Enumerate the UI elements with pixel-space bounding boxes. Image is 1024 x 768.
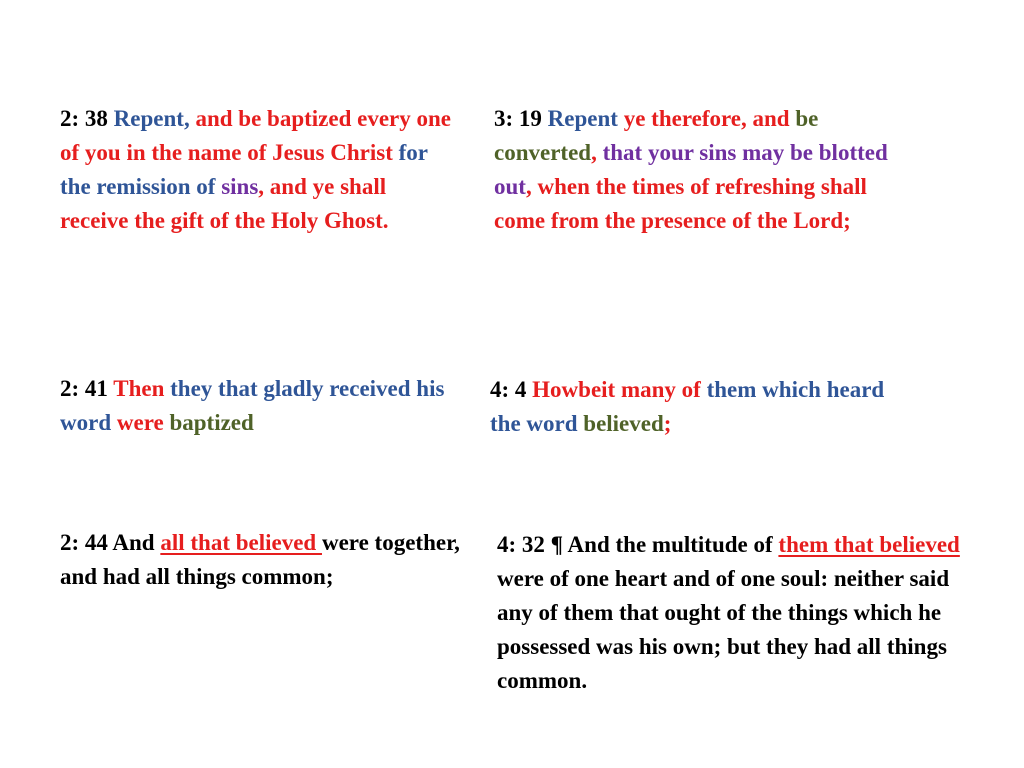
verse-segment: sins — [221, 174, 259, 199]
verse-reference: 3: 19 — [494, 106, 548, 131]
verse-segment: that your sins may be blotted out — [494, 140, 888, 199]
verse-reference: 2: 41 — [60, 376, 114, 401]
verse-segment: be baptized every one of you in the name of Jesus Christ — [60, 106, 452, 165]
verse-segment: them which heard the word — [490, 377, 885, 436]
verse-reference: 2: 38 — [60, 106, 114, 131]
verse-segment: Repent — [547, 106, 624, 131]
verse-acts-2-38 — [60, 102, 460, 238]
verse-segment: Howbeit many of — [532, 377, 707, 402]
verse-segment: for the remission of — [60, 140, 428, 199]
verse-segment: they that gladly received his word — [60, 376, 445, 435]
verse-segment-underlined: all that believed — [160, 530, 322, 555]
verse-acts-4-4 — [490, 373, 920, 441]
verse-segment: were of one heart and of one soul: neither said any of them that ought of the things which he possessed was his own; but they had all things common. — [497, 566, 950, 693]
verse-segment: were together, and had all things common; — [60, 530, 460, 589]
verse-acts-2-41 — [60, 372, 460, 440]
verse-reference: 2: 44 And — [60, 530, 161, 555]
verse-acts-4-32 — [497, 528, 967, 698]
verse-reference: 4: 32 ¶ And the multitude of — [497, 532, 779, 557]
verse-segment: ; — [663, 411, 672, 436]
verse-segment: and — [195, 106, 239, 131]
verse-acts-3-19 — [494, 102, 914, 238]
verse-segment: were — [116, 410, 170, 435]
verse-segment: , and ye shall receive the gift of the Holy Ghost. — [60, 174, 389, 233]
verse-segment-underlined: them that believed — [778, 532, 960, 557]
verse-segment: , — [591, 140, 603, 165]
verse-segment: Repent, — [113, 106, 196, 131]
verse-segment: ye therefore, and — [623, 106, 796, 131]
verse-segment: be converted — [494, 106, 819, 165]
verse-segment: baptized — [169, 410, 254, 435]
verse-reference: 4: 4 — [490, 377, 533, 402]
verse-acts-2-44 — [60, 526, 460, 594]
verse-segment: Then — [113, 376, 171, 401]
verse-segment: believed — [583, 411, 664, 436]
verse-segment: , when the times of refreshing shall come from the presence of the Lord; — [494, 174, 867, 233]
